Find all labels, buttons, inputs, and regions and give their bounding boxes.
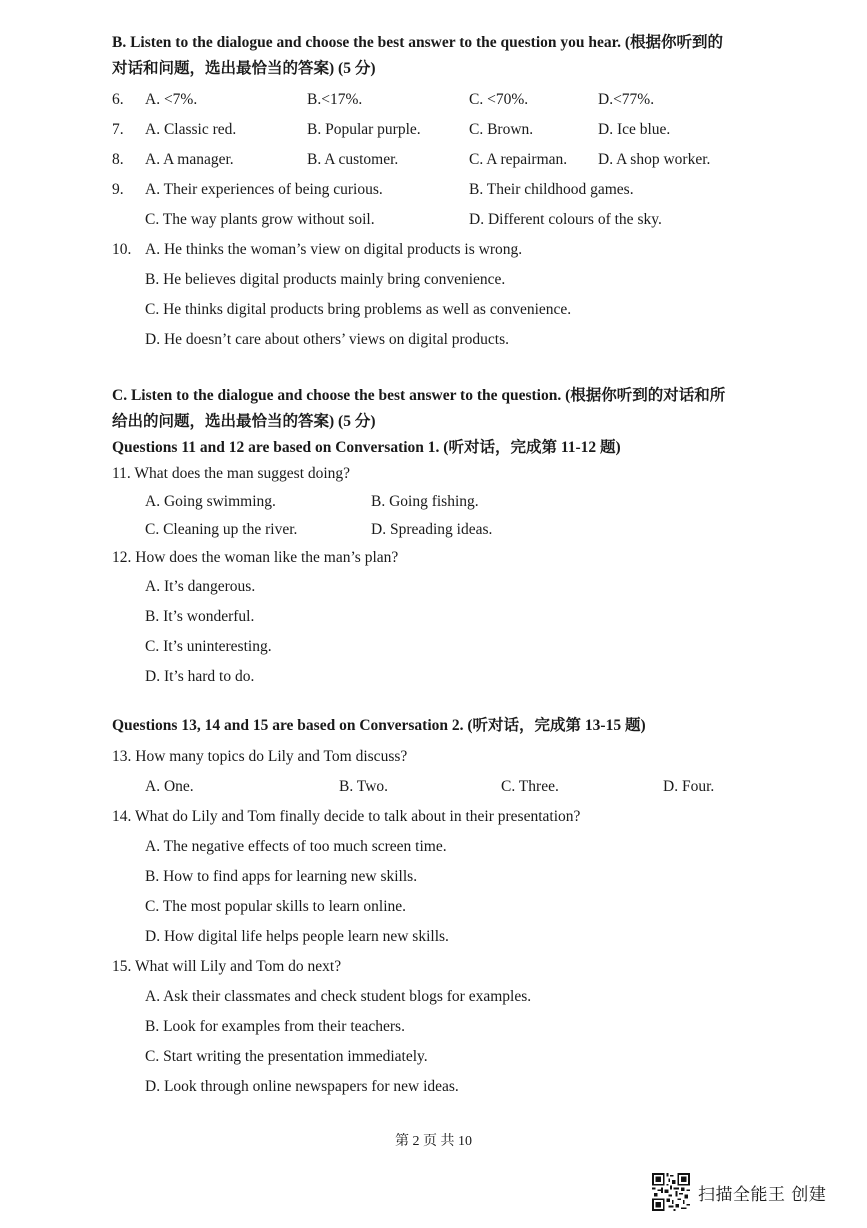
conversation-2-heading: Questions 13, 14 and 15 are based on Conversation 2. (听对话，完成第 13-15 题) [112, 717, 646, 734]
q10-option-a: A. He thinks the woman’s view on digital products is wrong. [145, 241, 523, 258]
q13-option-b: B. Two. [339, 778, 389, 795]
watermark-text: 扫描全能王 创建 [698, 1184, 827, 1205]
q14-option-c: C. The most popular skills to learn online. [145, 898, 407, 915]
q14-stem: 14. What do Lily and Tom finally decide to talk about in their presentation? [112, 808, 581, 825]
q7-option-a: A. Classic red. [145, 121, 237, 138]
q11-option-d: D. Spreading ideas. [371, 521, 493, 538]
q14-option-b: B. How to find apps for learning new skills. [145, 868, 418, 885]
q8-number: 8. [112, 151, 124, 168]
q9-number: 9. [112, 181, 124, 198]
q12-option-a: A. It’s dangerous. [145, 578, 256, 595]
section-c-heading-cont: 给出的问题，选出最恰当的答案) (5 分) [112, 413, 376, 430]
scanner-watermark [652, 1172, 826, 1212]
q12-option-d: D. It’s hard to do. [145, 668, 255, 685]
q11-option-a: A. Going swimming. [145, 493, 276, 510]
q6-option-d: D.<77%. [598, 91, 655, 108]
q15-stem: 15. What will Lily and Tom do next? [112, 958, 342, 975]
q15-option-a: A. Ask their classmates and check student blogs for examples. [145, 988, 532, 1005]
q10-option-b: B. He believes digital products mainly bring convenience. [145, 271, 506, 288]
q14-option-a: A. The negative effects of too much screen time. [145, 838, 447, 855]
q13-stem: 13. How many topics do Lily and Tom discuss? [112, 748, 408, 765]
q11-option-b: B. Going fishing. [371, 493, 479, 510]
q6-option-a: A. <7%. [145, 91, 198, 108]
q11-option-c: C. Cleaning up the river. [145, 521, 298, 538]
conversation-1-heading: Questions 11 and 12 are based on Conversation 1. (听对话，完成第 11-12 题) [112, 439, 621, 456]
q10-option-d: D. He doesn’t care about others’ views on digital products. [145, 331, 510, 348]
q9-option-d: D. Different colours of the sky. [469, 211, 662, 228]
q14-option-d: D. How digital life helps people learn new skills. [145, 928, 449, 945]
q9-option-c: C. The way plants grow without soil. [145, 211, 375, 228]
section-b-heading-cont: 对话和问题，选出最恰当的答案) (5 分) [112, 60, 376, 77]
q8-option-a: A. A manager. [145, 151, 234, 168]
q15-option-d: D. Look through online newspapers for new ideas. [145, 1078, 459, 1095]
q13-option-c: C. Three. [501, 778, 559, 795]
q13-option-a: A. One. [145, 778, 194, 795]
q12-option-c: C. It’s uninteresting. [145, 638, 272, 655]
q15-option-b: B. Look for examples from their teachers. [145, 1018, 405, 1035]
q15-option-c: C. Start writing the presentation immediately. [145, 1048, 428, 1065]
page-number: 第 2 页 共 10 [395, 1134, 472, 1149]
q8-option-b: B. A customer. [307, 151, 399, 168]
section-b-heading: B. Listen to the dialogue and choose the best answer to the question you hear. (根据你听到的 [112, 34, 723, 51]
q9-option-b: B. Their childhood games. [469, 181, 634, 198]
q7-number: 7. [112, 121, 124, 138]
q7-option-b: B. Popular purple. [307, 121, 421, 138]
q12-option-b: B. It’s wonderful. [145, 608, 255, 625]
q12-stem: 12. How does the woman like the man’s plan? [112, 549, 399, 566]
q7-option-d: D. Ice blue. [598, 121, 671, 138]
q7-option-c: C. Brown. [469, 121, 534, 138]
q8-option-d: D. A shop worker. [598, 151, 711, 168]
q11-stem: 11. What does the man suggest doing? [112, 465, 351, 482]
q6-number: 6. [112, 91, 124, 108]
q10-option-c: C. He thinks digital products bring problems as well as convenience. [145, 301, 572, 318]
q9-option-a: A. Their experiences of being curious. [145, 181, 383, 198]
qr-code-icon [652, 1173, 690, 1211]
section-c-heading: C. Listen to the dialogue and choose the best answer to the question. (根据你听到的对话和所 [112, 387, 726, 404]
q6-option-c: C. <70%. [469, 91, 529, 108]
q13-option-d: D. Four. [663, 778, 715, 795]
q6-option-b: B.<17%. [307, 91, 363, 108]
q10-number: 10. [112, 241, 132, 258]
q8-option-c: C. A repairman. [469, 151, 568, 168]
